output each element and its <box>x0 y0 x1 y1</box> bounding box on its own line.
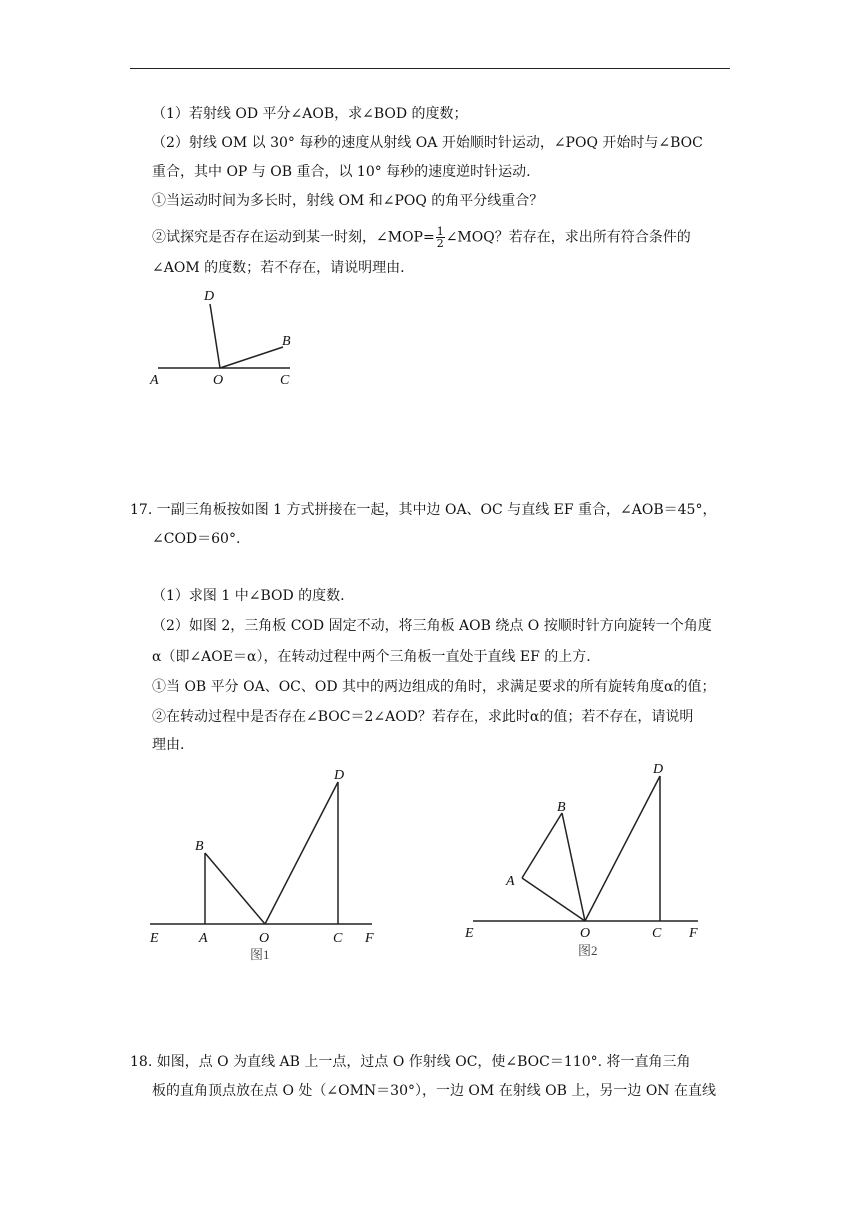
p17-question-2-part2-line2: 理由. <box>152 737 185 753</box>
label-c: C <box>280 373 290 388</box>
p16-question-1: （1）若射线 OD 平分∠AOB，求∠BOD 的度数； <box>152 106 468 122</box>
label-o: O <box>259 931 270 946</box>
ray-od <box>210 304 220 368</box>
p17-question-2-part2-line1: ②在转动过程中是否存在∠BOC＝2∠AOD？若存在，求此时α的值；若不存在，请说明 <box>152 709 694 725</box>
segment-od <box>265 782 338 924</box>
label-a: A <box>506 874 515 889</box>
p17-figure-1 <box>140 762 390 967</box>
label-b: B <box>557 800 566 815</box>
segment-ab <box>522 813 562 878</box>
label-f: F <box>365 931 374 946</box>
p18-statement-line2: 板的直角顶点放在点 O 处（∠OMN＝30°），一边 OM 在射线 OB 上，另一边 ON 在直线 <box>152 1083 716 1099</box>
p16-question-2-part2 <box>152 226 691 249</box>
p18-statement-line1: 18. 如图，点 O 为直线 AB 上一点，过点 O 作射线 OC，使∠BOC＝110°. 将一直角三角 <box>130 1054 691 1070</box>
p17-statement-line2: ∠COD＝60°. <box>152 531 241 547</box>
label-a: A <box>150 373 159 388</box>
segment-bo <box>205 853 265 924</box>
p17-statement-line1: 17. 一副三角板按如图 1 方式拼接在一起，其中边 OA、OC 与直线 EF 重合，∠AOB＝45°， <box>130 502 717 518</box>
figure-2-caption: 图2 <box>578 943 598 958</box>
p16-figure <box>140 282 310 392</box>
segment-oa <box>522 878 585 921</box>
label-e: E <box>465 926 474 941</box>
label-f: F <box>689 926 698 941</box>
p17-figure-2 <box>455 755 715 965</box>
fraction-denominator: 2 <box>436 237 444 250</box>
label-d: D <box>204 289 215 304</box>
segment-od <box>585 776 660 921</box>
fraction-one-half <box>436 226 445 249</box>
p16-part2-post: ∠MOQ？若存在，求出所有符合条件的 <box>445 229 691 246</box>
label-c: C <box>652 926 662 941</box>
label-o: O <box>213 373 224 388</box>
p17-question-2-part1: ①当 OB 平分 OA、OC、OD 其中的两边组成的角时，求满足要求的所有旋转角度α的值； <box>152 679 716 695</box>
label-d: D <box>334 768 345 783</box>
p17-question-1: （1）求图 1 中∠BOD 的度数. <box>152 588 345 604</box>
label-a: A <box>199 931 208 946</box>
p16-part2-pre: ②试探究是否存在运动到某一时刻，∠MOP= <box>152 229 435 246</box>
segment-bo <box>562 813 585 921</box>
label-b: B <box>195 839 204 854</box>
p17-question-2-line2: α（即∠AOE＝α），在转动过程中两个三角板一直处于直线 EF 的上方. <box>152 649 591 665</box>
p16-question-2-part2-line2: ∠AOM 的度数；若不存在，请说明理由. <box>152 260 405 276</box>
p16-question-2-part1: ①当运动时间为多长时，射线 OM 和∠POQ 的角平分线重合？ <box>152 193 544 209</box>
ray-ob <box>220 347 283 368</box>
label-d: D <box>653 762 664 777</box>
label-e: E <box>150 931 159 946</box>
label-b: B <box>282 334 291 349</box>
p17-question-2-line1: （2）如图 2，三角板 COD 固定不动，将三角板 AOB 绕点 O 按顺时针方向旋转一个角度 <box>152 618 712 634</box>
label-c: C <box>333 931 343 946</box>
p16-question-2-line1: （2）射线 OM 以 30° 每秒的速度从射线 OA 开始顺时针运动，∠POQ 开始时与∠BOC <box>152 135 703 151</box>
header-rule <box>130 68 730 69</box>
fraction-numerator: 1 <box>436 225 444 238</box>
p16-question-2-line2: 重合，其中 OP 与 OB 重合，以 10° 每秒的速度逆时针运动. <box>152 164 531 180</box>
label-o: O <box>580 926 591 941</box>
figure-1-caption: 图1 <box>250 947 270 962</box>
